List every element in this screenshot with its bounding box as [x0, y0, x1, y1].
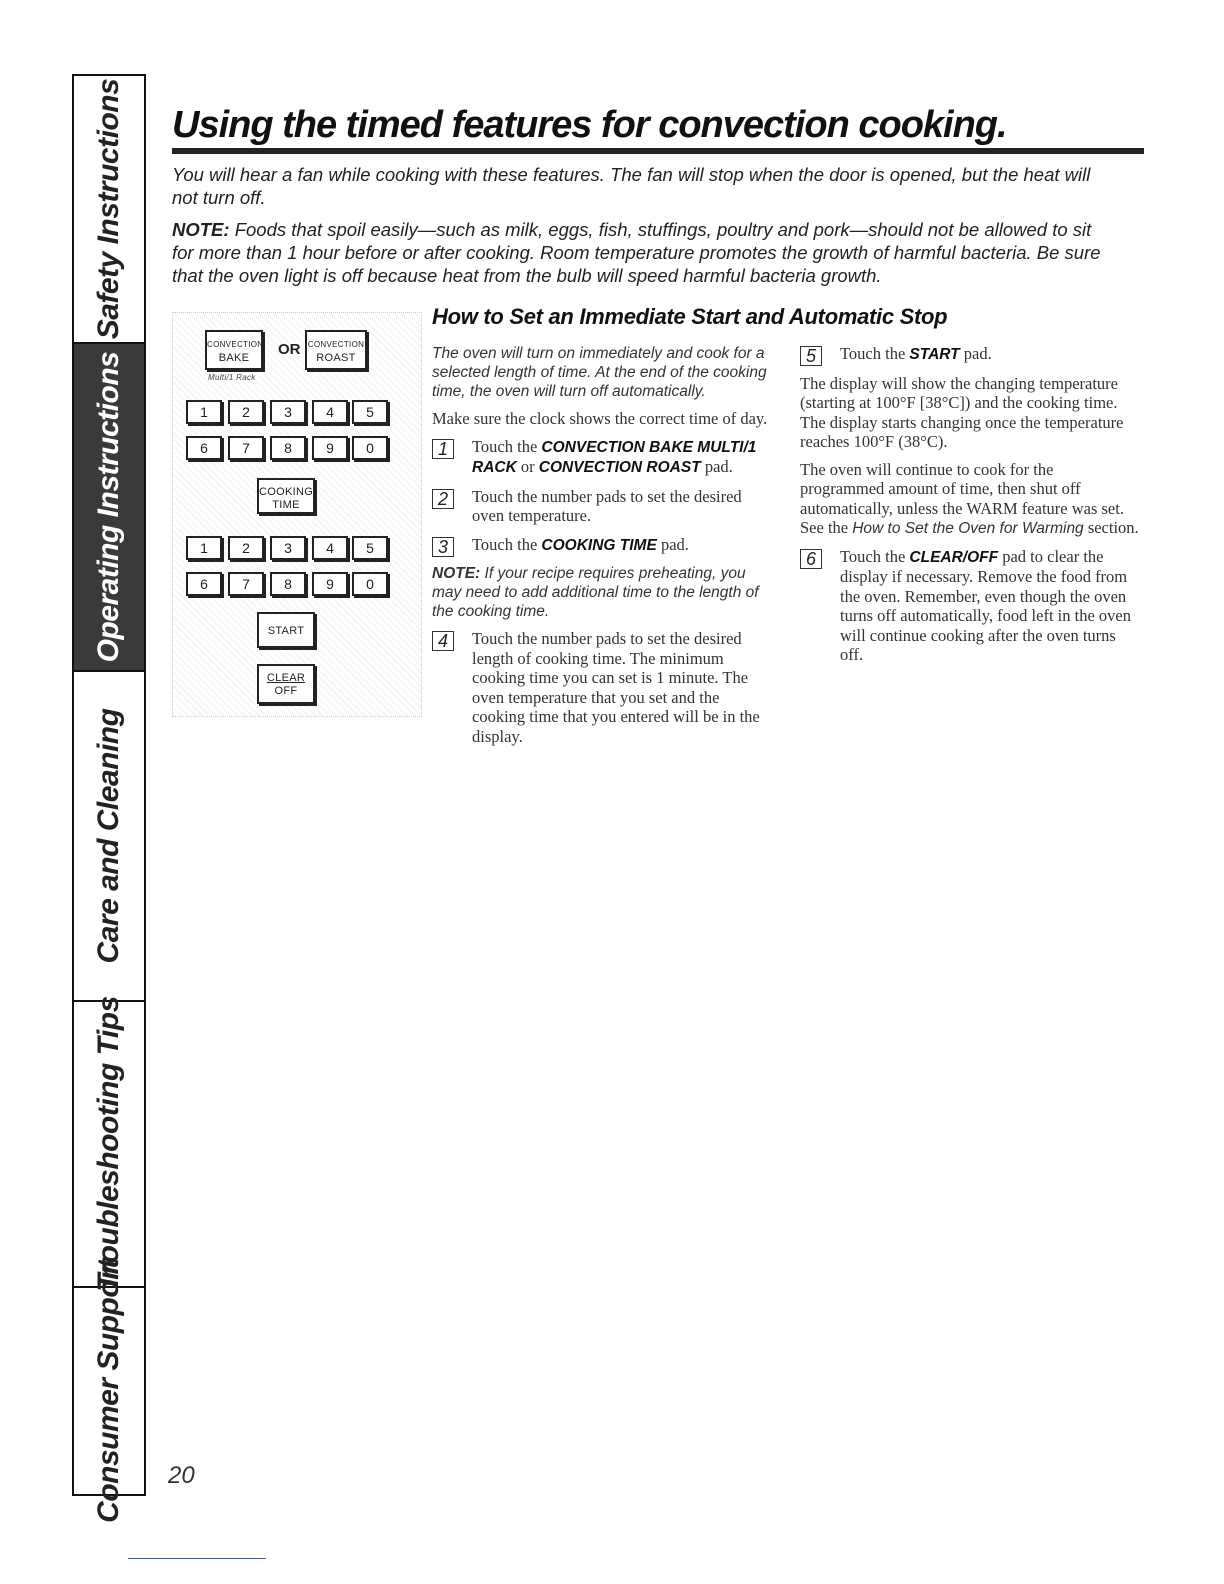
note-text: If your recipe requires preheating, you may need to add additional time to the length of the cooking time. [432, 565, 759, 620]
step-6 [800, 547, 1140, 665]
cooking-time-keyword: COOKING TIME [541, 536, 657, 554]
multi-rack-label: Multi/1 Rack [208, 373, 256, 382]
step-5 [800, 344, 1140, 365]
continue-text: section. [1083, 518, 1139, 537]
warming-section-reference: How to Set the Oven for Warming [852, 520, 1084, 537]
step-text: Touch the [472, 436, 542, 456]
step-text: pad. [700, 457, 733, 476]
number-key: 2 [228, 536, 264, 560]
tab-label: Consumer Support [92, 1259, 125, 1523]
step-text: Touch the [840, 546, 910, 566]
food-safety-note [172, 218, 1112, 287]
number-key: 1 [186, 536, 222, 560]
page-number: 20 [168, 1462, 195, 1489]
pad-line: CONVECTION [207, 340, 264, 349]
step-4 [432, 629, 772, 746]
cooking-time-pad [257, 478, 315, 514]
pad-line: BAKE [218, 352, 250, 364]
tab-consumer-support[interactable] [74, 1259, 144, 1523]
step-number: 1 [432, 439, 454, 459]
continue-text: The oven will continue to cook for the programmed amount of time, then shut off automatically, unless the WARM feature was set. See the [800, 459, 1124, 537]
pad-line: CLEAR [266, 672, 306, 684]
convection-bake-pad [205, 330, 263, 370]
number-key: 4 [312, 536, 348, 560]
pad-line: CONVECTION [307, 340, 365, 349]
tab-label: Care and Cleaning [92, 708, 125, 964]
number-key: 8 [270, 436, 306, 460]
step-text: Touch the number pads to set the desired oven temperature. [472, 486, 742, 525]
number-key: 3 [270, 400, 306, 424]
pad-line: TIME [272, 499, 300, 511]
or-label: OR [278, 341, 301, 358]
title-divider [172, 148, 1144, 154]
tab-operating-instructions[interactable] [74, 344, 144, 672]
intro-text: You will hear a fan while cooking with these features. The fan will stop when the door is opened, but the heat will not turn off. [172, 164, 1091, 208]
number-key: 9 [312, 436, 348, 460]
number-key: 5 [352, 536, 388, 560]
instructions-column-2 [800, 344, 1140, 674]
pad-line: ROAST [316, 352, 356, 364]
number-key: 2 [228, 400, 264, 424]
clock-instruction: Make sure the clock shows the correct time of day. [432, 409, 768, 428]
step-2 [432, 487, 772, 526]
step-3 [432, 535, 772, 556]
step-number: 3 [432, 537, 454, 557]
step-text: pad. [959, 344, 992, 363]
start-pad [257, 612, 315, 648]
step-text: Touch the [472, 534, 542, 554]
step-text: Touch the [840, 344, 910, 363]
number-key: 0 [352, 436, 388, 460]
number-key: 0 [352, 572, 388, 596]
continue-cooking-text [800, 460, 1140, 539]
tab-troubleshooting-tips[interactable] [74, 996, 144, 1292]
number-key: 6 [186, 436, 222, 460]
display-description: The display will show the changing temperature (starting at 100°F [38°C]) and the cooking time. The display starts changing once the temperature reaches 100°F (38°C). [800, 373, 1124, 451]
step-number: 5 [800, 346, 822, 366]
convection-roast-keyword: CONVECTION ROAST [538, 459, 701, 476]
footer-rule [128, 1558, 266, 1559]
step-text: Touch the number pads to set the desired length of cooking time. The minimum cooking time you can set is 1 minute. The oven temperature that you set and the cooking time that you entered will be in the display. [472, 629, 760, 746]
tab-label: Troubleshooting Tips [92, 996, 125, 1292]
tab-safety-instructions[interactable] [74, 76, 144, 344]
number-key: 3 [270, 536, 306, 560]
step-number: 2 [432, 489, 454, 509]
number-key: 4 [312, 400, 348, 424]
start-keyword: START [909, 346, 960, 363]
pad-line: COOKING [259, 486, 314, 498]
page-title: Using the timed features for convection cooking. [172, 104, 1007, 146]
number-key: 7 [228, 436, 264, 460]
instructions-column-1 [432, 344, 772, 755]
number-key: 6 [186, 572, 222, 596]
step-number: 4 [432, 631, 454, 651]
number-key: 7 [228, 572, 264, 596]
number-key: 8 [270, 572, 306, 596]
number-key: 5 [352, 400, 388, 424]
tab-label: Safety Instructions [92, 78, 125, 340]
section-tabs [72, 74, 146, 1523]
number-key: 9 [312, 572, 348, 596]
step-number: 6 [800, 549, 822, 569]
note-label: NOTE: [172, 219, 230, 240]
convection-roast-pad [305, 330, 367, 370]
convection-bake-keyword: CONVECTION BAKE MULTI/1 RACK [472, 438, 757, 476]
preheat-note [432, 564, 772, 621]
clear-off-keyword: CLEAR/OFF [909, 548, 999, 566]
note-label: NOTE: [432, 565, 481, 582]
clear-off-pad [257, 664, 315, 704]
pad-line: START [267, 625, 305, 637]
step-text: or [516, 457, 539, 476]
note-text: Foods that spoil easily—such as milk, eggs, fish, stuffings, poultry and pork—should not be allowed to sit for more than 1 hour before or after cooking. Room temperature promotes the growth of harmful bacteria. Be sure that the oven light is off because heat from the bulb will speed harmful bacteria growth. [172, 219, 1101, 286]
step-text: pad to clear the display if necessary. Remove the food from the oven. Remember, even though the oven turns off automatically, food left in the oven will continue cooking after the oven turns off. [840, 546, 1131, 664]
number-key: 1 [186, 400, 222, 424]
tab-care-and-cleaning[interactable] [74, 672, 144, 1002]
section-heading: How to Set an Immediate Start and Automatic Stop [432, 304, 948, 329]
step-1 [432, 437, 772, 478]
tab-label: Operating Instructions [92, 351, 125, 663]
step-text: pad. [656, 534, 689, 554]
section-intro: The oven will turn on immediately and cook for a selected length of time. At the end of the cooking time, the oven will turn off automatically. [432, 345, 767, 400]
pad-line: OFF [274, 685, 298, 697]
